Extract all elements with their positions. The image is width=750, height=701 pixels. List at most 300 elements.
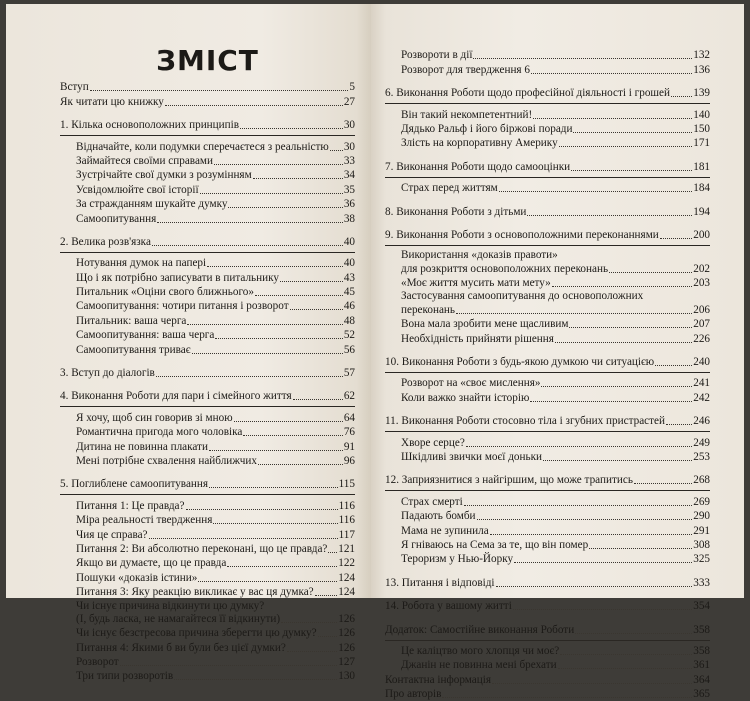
toc-subentry	[60, 270, 355, 284]
toc-section	[60, 366, 355, 380]
dot-leader	[243, 435, 342, 436]
entry-title: Займайтеся своїми справами	[76, 154, 213, 167]
dot-leader	[575, 633, 692, 634]
entry-title: Відначайте, коли подумки сперечаєтеся з реальністю	[76, 140, 329, 153]
toc-subentry	[385, 181, 710, 195]
entry-title: Вступ	[60, 81, 89, 94]
toc-subentry	[385, 317, 710, 331]
entry-title: 14. Робота у вашому житті	[385, 600, 512, 613]
entry-title: Додаток: Самостійне виконання Роботи	[385, 623, 575, 636]
toc-subentry	[60, 328, 355, 342]
page-number: 240	[693, 356, 710, 369]
toc-subentry	[60, 256, 355, 270]
page-number: 253	[693, 450, 710, 463]
entry-title: Нотування думок на папері	[76, 257, 207, 270]
entry-title: Романтична пригода мого чоловіка	[76, 426, 243, 439]
dot-leader	[634, 483, 692, 484]
entry-title: Питальник «Оціни свого ближнього»	[76, 286, 254, 299]
toc-subentry	[60, 454, 355, 468]
entry-title: Розворот	[76, 656, 119, 669]
toc-subentry	[385, 107, 710, 121]
page-number: 268	[693, 474, 710, 487]
dot-leader	[492, 683, 692, 684]
entry-title: Тероризм у Нью-Йорку	[401, 553, 514, 566]
toc-subentry	[60, 182, 355, 196]
toc-subentry	[60, 527, 355, 541]
dot-leader	[543, 460, 692, 461]
page-number: 38	[343, 212, 355, 225]
divider-line	[385, 177, 710, 178]
page-number: 200	[693, 228, 710, 241]
toc-subentry	[60, 640, 355, 654]
page-number: 43	[343, 271, 355, 284]
toc-subentry	[385, 122, 710, 136]
page-number: 171	[693, 137, 710, 150]
entry-title: Питальник: ваша черга	[76, 314, 187, 327]
page-number: 57	[343, 367, 355, 380]
dot-leader	[186, 509, 338, 510]
dot-leader	[514, 562, 692, 563]
entry-title: Я гніваюсь на Сема за те, що він помер	[401, 538, 589, 551]
toc-chapter	[60, 94, 355, 108]
toc-section	[60, 389, 355, 468]
toc-section	[385, 599, 710, 613]
toc-subentry	[60, 599, 355, 612]
entry-title: 8. Виконання Роботи з дітьми	[385, 205, 527, 218]
toc-subentry	[385, 276, 710, 290]
page-number: 136	[693, 63, 710, 76]
toc-chapter	[60, 118, 355, 132]
divider-line	[60, 406, 355, 407]
toc-subentry	[60, 439, 355, 453]
dot-leader	[293, 399, 343, 400]
dot-leader	[165, 105, 343, 106]
page-number: 269	[693, 495, 710, 508]
page-number: 127	[338, 656, 355, 669]
right-page	[371, 4, 744, 701]
toc-chapter	[60, 235, 355, 249]
page-number: 115	[338, 478, 355, 491]
page-number: 62	[343, 390, 355, 403]
entry-title: Хворе серце?	[401, 436, 465, 449]
page-number: 124	[338, 586, 355, 599]
dot-leader	[541, 386, 692, 387]
contents-title: ЗМІСТ	[156, 44, 259, 77]
page-number: 40	[343, 235, 355, 248]
entry-title: Самоопитування: чотири питання і розворот	[76, 300, 289, 313]
page-number: 117	[338, 528, 355, 541]
page-number: 226	[693, 332, 710, 345]
page-number: 206	[693, 303, 710, 316]
toc-subentry	[60, 211, 355, 225]
dot-leader	[330, 150, 343, 151]
page-number: 361	[693, 659, 710, 672]
page-number: 139	[693, 87, 710, 100]
toc-chapter	[60, 80, 355, 94]
toc-subentry	[60, 655, 355, 669]
page-number: 365	[693, 688, 710, 701]
entry-title: Як читати цю книжку	[60, 95, 164, 108]
page-number: 364	[693, 673, 710, 686]
page-number: 194	[693, 205, 710, 218]
toc-subentry	[60, 299, 355, 313]
dot-leader	[213, 523, 337, 524]
entry-title: Коли важко знайти історію	[401, 391, 530, 404]
toc-section	[60, 235, 355, 357]
page-number: 140	[693, 108, 710, 121]
page-number: 358	[693, 644, 710, 657]
toc-subentry	[60, 585, 355, 599]
entry-title: Розворот для твердження 6	[401, 63, 530, 76]
entry-title: 6. Виконання Роботи щодо професійної діяльності і грошей	[385, 87, 670, 100]
toc-chapter	[385, 414, 710, 428]
entry-title: Якщо ви думаєте, що це правда	[76, 557, 227, 570]
toc-section	[385, 672, 710, 686]
entry-title: Самоопитування: ваша черга	[76, 329, 215, 342]
entry-title: Самоопитування	[76, 212, 157, 225]
divider-line	[60, 135, 355, 136]
dot-leader	[174, 679, 337, 680]
page-number: 27	[343, 95, 355, 108]
divider-line	[60, 494, 355, 495]
toc-subentry	[60, 513, 355, 527]
dot-leader	[227, 566, 337, 567]
dot-leader	[466, 446, 692, 447]
entry-title: Усвідомлюйте свої історії	[76, 183, 199, 196]
page-number: 150	[693, 122, 710, 135]
dot-leader	[328, 552, 337, 553]
toc-subentry	[60, 154, 355, 168]
toc-section	[385, 575, 710, 589]
entry-title: Розвороти в дії	[401, 49, 473, 62]
dot-leader	[571, 170, 692, 171]
page-number: 181	[693, 160, 710, 173]
page-number: 40	[343, 257, 355, 270]
toc-subentry	[60, 313, 355, 327]
entry-title: 2. Велика розв'язка	[60, 235, 151, 248]
toc-subentry	[385, 48, 710, 62]
entry-title: «Моє життя мусить мати мету»	[401, 277, 551, 290]
entry-title: Питання 4: Якими б ви були без цієї думки?	[76, 641, 286, 654]
dot-leader	[198, 581, 337, 582]
entry-title: Чи існує безстресова причина зберегти цю думку?	[76, 627, 317, 640]
toc-section	[385, 687, 710, 701]
page-number: 52	[343, 329, 355, 342]
divider-line	[385, 431, 710, 432]
page-number: 333	[693, 576, 710, 589]
dot-leader	[555, 342, 692, 343]
toc-subentry	[385, 262, 710, 275]
page-number: 5	[349, 81, 355, 94]
entry-title: Дитина не повинна плакати	[76, 440, 208, 453]
entry-title: Мама не зупинила	[401, 524, 489, 537]
toc-chapter	[385, 204, 710, 218]
page-number: 184	[693, 182, 710, 195]
dot-leader	[531, 73, 692, 74]
entry-title: Питання 2: Ви абсолютно переконані, що це правда?	[76, 542, 328, 555]
entry-title: 5. Поглиблене самоопитування	[60, 478, 209, 491]
toc-left	[60, 80, 355, 683]
entry-title: Страх перед життям	[401, 182, 498, 195]
toc-subentry	[385, 658, 710, 672]
dot-leader	[318, 636, 338, 637]
dot-leader	[209, 450, 343, 451]
dot-leader	[609, 272, 692, 273]
toc-subentry	[385, 523, 710, 537]
toc-subentry	[385, 435, 710, 449]
toc-chapter	[385, 599, 710, 613]
divider-line	[385, 372, 710, 373]
toc-subentry	[60, 570, 355, 584]
entry-title: для розкриття основоположних переконань	[401, 262, 609, 275]
entry-title: Розворот на «своє мислення»	[401, 377, 541, 390]
dot-leader	[149, 538, 338, 539]
toc-section	[60, 118, 355, 226]
entry-title: 13. Питання і відповіді	[385, 576, 495, 589]
toc-section	[385, 355, 710, 405]
toc-subentry	[60, 410, 355, 424]
entry-title: Страх смерті	[401, 495, 463, 508]
toc-subentry	[385, 390, 710, 404]
page-number: 241	[693, 377, 710, 390]
toc-subentry	[385, 136, 710, 150]
dot-leader	[442, 697, 692, 698]
toc-subentry	[385, 538, 710, 552]
toc-section	[60, 80, 355, 94]
dot-leader	[209, 487, 338, 488]
dot-leader	[253, 178, 343, 179]
divider-line	[60, 252, 355, 253]
toc-section	[385, 48, 710, 77]
toc-subentry	[385, 62, 710, 76]
entry-title: Питання 1: Це правда?	[76, 499, 185, 512]
page-number: 358	[693, 623, 710, 636]
page-number: 76	[343, 426, 355, 439]
toc-chapter	[385, 687, 710, 701]
entry-title: (І, будь ласка, не намагайтеся її відкинути)	[76, 612, 281, 625]
entry-title: 1. Кілька основоположних принципів	[60, 119, 240, 132]
entry-title: Необхідність прийняти рішення	[401, 332, 554, 345]
entry-title: Злість на корпоративну Америку	[401, 137, 558, 150]
dot-leader	[552, 286, 692, 287]
toc-chapter	[60, 389, 355, 403]
toc-subentry	[60, 139, 355, 153]
entry-title: Чия це справа?	[76, 528, 148, 541]
dot-leader	[530, 401, 692, 402]
entry-title: Падають бомби	[401, 510, 476, 523]
toc-chapter	[385, 228, 710, 242]
dot-leader	[215, 338, 342, 339]
dot-leader	[192, 353, 343, 354]
page-number: 30	[343, 140, 355, 153]
toc-subentry	[60, 613, 355, 626]
dot-leader	[655, 365, 692, 366]
dot-leader	[473, 58, 692, 59]
page-number: 124	[338, 571, 355, 584]
dot-leader	[152, 245, 343, 246]
dot-leader	[477, 519, 693, 520]
dot-leader	[499, 191, 693, 192]
page-number: 203	[693, 277, 710, 290]
dot-leader	[569, 327, 692, 328]
toc-chapter	[385, 86, 710, 100]
page-number: 33	[343, 154, 355, 167]
toc-section	[60, 94, 355, 108]
page-number: 34	[343, 169, 355, 182]
dot-leader	[464, 505, 692, 506]
toc-subentry	[385, 509, 710, 523]
page-number: 207	[693, 318, 710, 331]
page-number: 45	[343, 286, 355, 299]
entry-title: переконань	[401, 303, 456, 316]
page-number: 96	[343, 454, 355, 467]
divider-line	[385, 245, 710, 246]
toc-chapter	[385, 575, 710, 589]
dot-leader	[200, 193, 343, 194]
entry-title: Про авторів	[385, 688, 442, 701]
toc-subentry	[60, 342, 355, 356]
dot-leader	[258, 464, 343, 465]
toc-section	[385, 204, 710, 218]
dot-leader	[90, 90, 349, 91]
dot-leader	[456, 313, 692, 314]
page-number: 48	[343, 314, 355, 327]
toc-subentry	[60, 168, 355, 182]
toc-subentry	[60, 556, 355, 570]
dot-leader	[240, 128, 343, 129]
page-number: 291	[693, 524, 710, 537]
entry-title: 11. Виконання Роботи стосовно тіла і згубних пристрастей	[385, 415, 665, 428]
dot-leader	[533, 118, 692, 119]
entry-title: Застосування самоопитування до основоположних	[401, 290, 644, 303]
entry-title: Контактна інформація	[385, 673, 491, 686]
toc-chapter	[385, 473, 710, 487]
page-number: 35	[343, 183, 355, 196]
page-number: 202	[693, 262, 710, 275]
dot-leader	[527, 215, 692, 216]
page-number: 325	[693, 553, 710, 566]
book-spread	[6, 4, 744, 701]
entry-title: Міра реальності твердження	[76, 514, 213, 527]
toc-subentry	[385, 249, 710, 262]
toc-section	[385, 414, 710, 464]
entry-title: Самоопитування триває	[76, 343, 191, 356]
entry-title: 7. Виконання Роботи щодо самооцінки	[385, 160, 571, 173]
dot-leader	[671, 96, 692, 97]
page-number: 56	[343, 343, 355, 356]
page-number: 130	[338, 670, 355, 683]
entry-title: Пошуки «доказів істини»	[76, 571, 198, 584]
divider-line	[385, 103, 710, 104]
page-number: 126	[338, 641, 355, 654]
dot-leader	[666, 424, 692, 425]
toc-section	[385, 473, 710, 566]
page-number: 126	[338, 612, 355, 625]
page-number: 46	[343, 300, 355, 313]
page-number: 249	[693, 436, 710, 449]
entry-title: 12. Заприязнитися з найгіршим, що може трапитись	[385, 474, 633, 487]
toc-chapter	[385, 622, 710, 636]
page-number: 242	[693, 391, 710, 404]
dot-leader	[513, 609, 692, 610]
entry-title: Він такий некомпетентний!	[401, 108, 533, 121]
dot-leader	[490, 534, 693, 535]
page-number: 36	[343, 198, 355, 211]
toc-subentry	[385, 450, 710, 464]
dot-leader	[660, 238, 692, 239]
page-number: 132	[693, 49, 710, 62]
toc-subentry	[60, 285, 355, 299]
dot-leader	[120, 665, 338, 666]
page-number: 354	[693, 600, 710, 613]
page-number: 246	[693, 415, 710, 428]
entry-title: Використання «доказів правоти»	[401, 249, 558, 262]
page-number: 64	[343, 411, 355, 424]
dot-leader	[560, 654, 692, 655]
entry-title: Чи існує причина відкинути цю думку?	[76, 599, 265, 612]
toc-subentry	[385, 644, 710, 658]
toc-section	[385, 622, 710, 672]
toc-subentry	[60, 498, 355, 512]
toc-subentry	[385, 494, 710, 508]
entry-title: 3. Вступ до діалогів	[60, 367, 155, 380]
dot-leader	[187, 324, 342, 325]
toc-right	[385, 48, 710, 701]
dot-leader	[228, 207, 342, 208]
toc-subentry	[385, 303, 710, 316]
toc-subentry	[60, 626, 355, 640]
toc-section	[385, 228, 710, 346]
dot-leader	[287, 651, 337, 652]
dot-leader	[573, 132, 692, 133]
toc-section	[385, 159, 710, 195]
page-number: 122	[338, 557, 355, 570]
entry-title: Шкідливі звички моєї доньки	[401, 450, 542, 463]
entry-title: Джанін не повинна мені брехати	[401, 659, 557, 672]
page-number: 116	[338, 514, 355, 527]
toc-chapter	[385, 355, 710, 369]
entry-title: Це каліцтво мого хлопця чи моє?	[401, 644, 560, 657]
entry-title: Мені потрібне схвалення найближчих	[76, 454, 257, 467]
page-number: 290	[693, 510, 710, 523]
toc-chapter	[60, 366, 355, 380]
page-number: 91	[343, 440, 355, 453]
entry-title: 9. Виконання Роботи з основоположними переконаннями	[385, 228, 659, 241]
toc-subentry	[385, 552, 710, 566]
entry-title: Три типи розворотів	[76, 670, 174, 683]
page-number: 116	[338, 499, 355, 512]
dot-leader	[156, 376, 343, 377]
entry-title: Питання 3: Яку реакцію викликає у вас ця думка?	[76, 586, 314, 599]
page-number: 308	[693, 538, 710, 551]
entry-title: За стражданням шукайте думку	[76, 198, 228, 211]
left-page	[6, 4, 371, 683]
entry-title: 10. Виконання Роботи з будь-якою думкою чи ситуацією	[385, 356, 655, 369]
page-number: 121	[338, 542, 355, 555]
toc-subentry	[60, 197, 355, 211]
dot-leader	[280, 281, 343, 282]
page-number: 126	[338, 627, 355, 640]
dot-leader	[496, 586, 693, 587]
entry-title: Я хочу, щоб син говорив зі мною	[76, 411, 233, 424]
entry-title: 4. Виконання Роботи для пари і сімейного життя	[60, 390, 292, 403]
dot-leader	[315, 595, 338, 596]
dot-leader	[207, 266, 343, 267]
dot-leader	[559, 146, 693, 147]
toc-section	[60, 477, 355, 683]
toc-subentry	[385, 376, 710, 390]
toc-chapter	[385, 672, 710, 686]
